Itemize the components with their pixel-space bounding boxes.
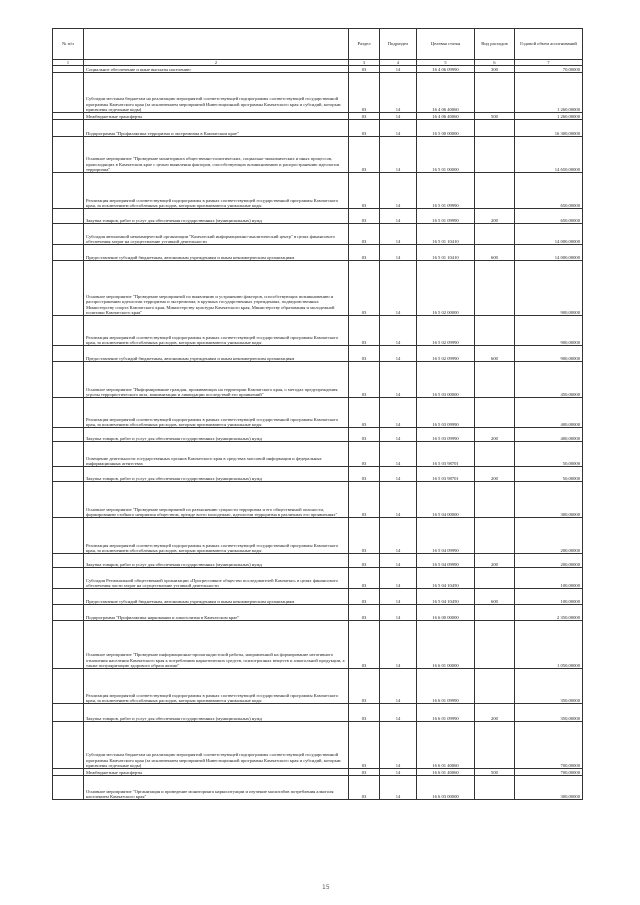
column-index: 4 xyxy=(380,60,417,66)
row-section: 03 xyxy=(349,776,380,800)
row-type: 300 xyxy=(475,66,515,73)
row-num xyxy=(53,362,84,398)
row-type: 600 xyxy=(475,245,515,261)
table-row xyxy=(53,669,583,704)
row-name: Предоставление субсидий бюджетным, автономным учреждениям и иным некоммерческим организациям xyxy=(84,589,349,605)
row-name: Межбюджетные трансферты xyxy=(84,113,349,120)
row-num xyxy=(53,209,84,224)
column-index: 5 xyxy=(417,60,475,66)
row-section: 03 xyxy=(349,467,380,482)
row-num xyxy=(53,245,84,261)
row-sum: 14 000,00000 xyxy=(515,245,583,261)
row-name: Межбюджетные трансферты xyxy=(84,769,349,776)
row-section: 03 xyxy=(349,769,380,776)
row-name: Субсидия автономной некоммерческой организации "Камчатский информационно-аналитический центр" в целях финансового обеспечения затрат на осуществление уставной деятельности xyxy=(84,224,349,245)
row-num xyxy=(53,316,84,346)
row-code: 16 5 01 10410 xyxy=(417,245,475,261)
row-num xyxy=(53,137,84,173)
row-type xyxy=(475,120,515,137)
row-subsection: 14 xyxy=(380,704,417,722)
table-row xyxy=(53,589,583,605)
row-section: 03 xyxy=(349,589,380,605)
row-subsection: 14 xyxy=(380,669,417,704)
row-type xyxy=(475,621,515,669)
row-subsection: 14 xyxy=(380,467,417,482)
row-sum: 70,00000 xyxy=(515,66,583,73)
row-name: Реализация мероприятий соответствующей подпрограммы в рамках соответствующей государственной программы Камчатского края, за исключением обособленных расходов, которым присваиваются уникальные коды xyxy=(84,669,349,704)
row-sum: 300,00000 xyxy=(515,482,583,518)
row-type xyxy=(475,568,515,589)
row-code: 16 5 01 10410 xyxy=(417,224,475,245)
row-section: 03 xyxy=(349,173,380,209)
row-type xyxy=(475,137,515,173)
row-subsection: 14 xyxy=(380,113,417,120)
row-num xyxy=(53,113,84,120)
row-sum: 1 260,00000 xyxy=(515,113,583,120)
row-code: 16 6 01 40060 xyxy=(417,722,475,769)
table-row xyxy=(53,605,583,621)
row-sum: 2 350,00000 xyxy=(515,605,583,621)
page-mark: 15 xyxy=(322,884,330,891)
row-sum: 300,00000 xyxy=(515,776,583,800)
row-sum: 700,00000 xyxy=(515,769,583,776)
table-row xyxy=(53,769,583,776)
row-type xyxy=(475,442,515,467)
row-section: 03 xyxy=(349,362,380,398)
row-name: Субсидии местным бюджетам на реализацию мероприятий соответствующей подпрограммы соответствующей государственной программы Камчатского края (за исключением мероприятий Инвестиционной программы Камчатского края и субсидий, которым присвоены отдельные коды) xyxy=(84,73,349,113)
row-code: 16 5 00 00000 xyxy=(417,120,475,137)
row-section: 03 xyxy=(349,346,380,362)
row-name: Основное мероприятие "Проведение мониторинга общественно-политических, социально-экономических и иных процессов, происходящих в Камчатском крае с целью выявления факторов, способствующих возникновению и распространению идеологии терроризма" xyxy=(84,137,349,173)
row-section: 03 xyxy=(349,704,380,722)
row-num xyxy=(53,568,84,589)
column-index: 7 xyxy=(515,60,583,66)
row-subsection: 14 xyxy=(380,722,417,769)
row-subsection: 14 xyxy=(380,224,417,245)
row-name: Закупка товаров, работ и услуг для обеспечения государственных (муниципальных) нужд xyxy=(84,428,349,442)
row-type xyxy=(475,669,515,704)
row-type: 500 xyxy=(475,769,515,776)
row-subsection: 14 xyxy=(380,518,417,554)
row-code: 16 5 04 10450 xyxy=(417,589,475,605)
row-sum: 400,00000 xyxy=(515,398,583,428)
row-code: 16 6 01 09990 xyxy=(417,704,475,722)
table-row xyxy=(53,209,583,224)
column-index: 1 xyxy=(53,60,84,66)
row-subsection: 14 xyxy=(380,398,417,428)
header-name xyxy=(84,29,349,60)
table-row xyxy=(53,137,583,173)
row-section: 03 xyxy=(349,398,380,428)
table-row xyxy=(53,568,583,589)
row-code: 16 5 03 09990 xyxy=(417,398,475,428)
row-code: 16 5 01 09990 xyxy=(417,173,475,209)
row-sum: 100,00000 xyxy=(515,589,583,605)
row-name: Подпрограмма "Профилактика терроризма и экстремизма в Камчатском крае" xyxy=(84,120,349,137)
row-code: 16 5 04 09990 xyxy=(417,518,475,554)
table-row xyxy=(53,554,583,568)
row-num xyxy=(53,173,84,209)
row-name: Субсидии местным бюджетам на реализацию мероприятий соответствующей подпрограммы соответствующей государственной программы Камчатского края (за исключением мероприятий Инвестиционной программы Камчатского края и субсидий, которым присвоены отдельные коды) xyxy=(84,722,349,769)
row-section: 03 xyxy=(349,120,380,137)
row-subsection: 14 xyxy=(380,769,417,776)
row-num xyxy=(53,66,84,73)
row-subsection: 14 xyxy=(380,73,417,113)
row-num xyxy=(53,605,84,621)
row-type: 500 xyxy=(475,113,515,120)
row-type xyxy=(475,482,515,518)
row-name: Реализация мероприятий соответствующей подпрограммы в рамках соответствующей государственной программы Камчатского края, за исключением обособленных расходов, которым присваиваются уникальные коды xyxy=(84,316,349,346)
row-sum: 900,00000 xyxy=(515,316,583,346)
row-sum: 14 650,00000 xyxy=(515,137,583,173)
row-num xyxy=(53,704,84,722)
row-name: Социальное обеспечение и иные выплаты населению xyxy=(84,66,349,73)
row-code: 16 5 01 00000 xyxy=(417,137,475,173)
row-section: 03 xyxy=(349,224,380,245)
row-num xyxy=(53,467,84,482)
header-type: Вид расходов xyxy=(475,29,515,60)
row-subsection: 14 xyxy=(380,261,417,316)
row-num xyxy=(53,482,84,518)
row-type xyxy=(475,776,515,800)
row-name: Закупка товаров, работ и услуг для обеспечения государственных (муниципальных) нужд xyxy=(84,209,349,224)
row-num xyxy=(53,776,84,800)
row-name: Основное мероприятие "Проведение мероприятий по разъяснению сущности терроризма и его общественной опасности, формированию стойкого неприятия обществом, прежде всего молодежью, идеологии терроризма в различных его проявлениях" xyxy=(84,482,349,518)
row-name: Основное мероприятие "Организация и проведение мониторинга наркоситуации и изучение масштабов потребления алкоголя населением Камчатского края" xyxy=(84,776,349,800)
row-subsection: 14 xyxy=(380,316,417,346)
row-num xyxy=(53,346,84,362)
row-sum: 700,00000 xyxy=(515,722,583,769)
row-code: 16 5 04 00000 xyxy=(417,482,475,518)
row-num xyxy=(53,428,84,442)
row-section: 03 xyxy=(349,568,380,589)
row-sum: 50,00000 xyxy=(515,442,583,467)
row-subsection: 14 xyxy=(380,66,417,73)
row-type xyxy=(475,73,515,113)
table-row xyxy=(53,66,583,73)
row-subsection: 14 xyxy=(380,173,417,209)
row-num xyxy=(53,722,84,769)
row-code: 16 5 03 98701 xyxy=(417,442,475,467)
row-subsection: 14 xyxy=(380,346,417,362)
row-name: Субсидия Региональной общественной организации «Прогрессивное общество последователей Камчатки» в целях финансового обеспечения части затрат на осуществление уставной деятельности xyxy=(84,568,349,589)
table-row xyxy=(53,316,583,346)
row-sum: 400,00000 xyxy=(515,428,583,442)
row-type: 200 xyxy=(475,209,515,224)
table-row xyxy=(53,224,583,245)
row-section: 03 xyxy=(349,518,380,554)
row-section: 03 xyxy=(349,316,380,346)
table-row xyxy=(53,442,583,467)
row-section: 03 xyxy=(349,428,380,442)
row-name: Предоставление субсидий бюджетным, автономным учреждениям и иным некоммерческим организациям xyxy=(84,245,349,261)
row-section: 03 xyxy=(349,621,380,669)
row-type: 600 xyxy=(475,589,515,605)
row-sum: 100,00000 xyxy=(515,568,583,589)
row-type xyxy=(475,722,515,769)
table-row xyxy=(53,398,583,428)
row-sum: 1 260,00000 xyxy=(515,73,583,113)
row-sum: 650,00000 xyxy=(515,173,583,209)
row-num xyxy=(53,589,84,605)
row-sum: 900,00000 xyxy=(515,346,583,362)
row-type: 200 xyxy=(475,467,515,482)
row-sum: 14 000,00000 xyxy=(515,224,583,245)
row-sum: 350,00000 xyxy=(515,704,583,722)
row-num xyxy=(53,224,84,245)
row-code: 16 5 02 09990 xyxy=(417,346,475,362)
header-row xyxy=(53,29,583,60)
table-row xyxy=(53,428,583,442)
row-name: Закупка товаров, работ и услуг для обеспечения государственных (муниципальных) нужд xyxy=(84,704,349,722)
row-section: 03 xyxy=(349,245,380,261)
row-section: 03 xyxy=(349,554,380,568)
row-num xyxy=(53,621,84,669)
table-row xyxy=(53,73,583,113)
row-sum: 16 300,00000 xyxy=(515,120,583,137)
row-sum: 200,00000 xyxy=(515,518,583,554)
row-section: 03 xyxy=(349,442,380,467)
column-index: 6 xyxy=(475,60,515,66)
row-name: Основное мероприятие "Проведение мероприятий по выявлению и устранению факторов, способствующих возникновению и распространению идеологии терроризма и экстремизма, в крупных государственных учреждениях, подведомственных Министерству спорта Камчатского края, Министерству культуры Камчатского края, Министерству образования и молодежной политики Камчатского края" xyxy=(84,261,349,316)
row-section: 03 xyxy=(349,209,380,224)
row-section: 03 xyxy=(349,482,380,518)
row-section: 03 xyxy=(349,605,380,621)
row-name: Основное мероприятие "Проведение информационно-пропагандистской работы, направленной на формирование негативного отношения населения Камчатского края к потреблению наркотических средств, психотропных веществ и алкогольной продукции, а также популяризацию здорового образа жизни" xyxy=(84,621,349,669)
row-code: 16 6 00 00000 xyxy=(417,605,475,621)
row-subsection: 14 xyxy=(380,482,417,518)
row-num xyxy=(53,518,84,554)
header-code: Целевая статья xyxy=(417,29,475,60)
row-type xyxy=(475,362,515,398)
row-sum: 450,00000 xyxy=(515,362,583,398)
row-name: Реализация мероприятий соответствующей подпрограммы в рамках соответствующей государственной программы Камчатского края, за исключением обособленных расходов, которым присваиваются уникальные коды xyxy=(84,518,349,554)
row-section: 03 xyxy=(349,669,380,704)
row-num xyxy=(53,73,84,113)
row-subsection: 14 xyxy=(380,568,417,589)
column-index: 2 xyxy=(84,60,349,66)
row-subsection: 14 xyxy=(380,589,417,605)
table-row xyxy=(53,482,583,518)
table-row xyxy=(53,346,583,362)
row-code: 16 5 03 00000 xyxy=(417,362,475,398)
row-section: 03 xyxy=(349,261,380,316)
row-subsection: 14 xyxy=(380,442,417,467)
row-code: 16 5 01 09990 xyxy=(417,209,475,224)
row-type xyxy=(475,261,515,316)
row-code: 16 6 03 00000 xyxy=(417,776,475,800)
row-name: Основное мероприятие "Информирование граждан, проживающих на территории Камчатского края, о методах предупреждения угрозы террористического акта, минимизации и ликвидации последствий его проявлений" xyxy=(84,362,349,398)
row-name: Реализация мероприятий соответствующей подпрограммы в рамках соответствующей государственной программы Камчатского края, за исключением обособленных расходов, которым присваиваются уникальные коды xyxy=(84,173,349,209)
table-row xyxy=(53,704,583,722)
row-type xyxy=(475,224,515,245)
table-row xyxy=(53,261,583,316)
row-num xyxy=(53,120,84,137)
row-type: 200 xyxy=(475,428,515,442)
row-num xyxy=(53,261,84,316)
row-num xyxy=(53,442,84,467)
row-type xyxy=(475,605,515,621)
row-subsection: 14 xyxy=(380,137,417,173)
row-subsection: 14 xyxy=(380,120,417,137)
table-row xyxy=(53,362,583,398)
row-subsection: 14 xyxy=(380,428,417,442)
row-subsection: 14 xyxy=(380,245,417,261)
row-subsection: 14 xyxy=(380,209,417,224)
row-name: Закупка товаров, работ и услуг для обеспечения государственных (муниципальных) нужд xyxy=(84,467,349,482)
row-num xyxy=(53,769,84,776)
row-section: 03 xyxy=(349,73,380,113)
row-name: Освещение деятельности государственных органов Камчатского края в средствах массовой информации и федеральных информационных агентствах xyxy=(84,442,349,467)
row-code: 16 4 06 40060 xyxy=(417,113,475,120)
row-code: 16 4 06 40060 xyxy=(417,73,475,113)
row-code: 16 5 03 09990 xyxy=(417,428,475,442)
header-num: № п/п xyxy=(53,29,84,60)
row-sum: 50,00000 xyxy=(515,467,583,482)
table-row xyxy=(53,173,583,209)
row-code: 16 6 01 09990 xyxy=(417,669,475,704)
row-num xyxy=(53,554,84,568)
row-sum: 350,00000 xyxy=(515,669,583,704)
row-code: 16 5 02 09990 xyxy=(417,316,475,346)
row-subsection: 14 xyxy=(380,605,417,621)
row-type xyxy=(475,316,515,346)
budget-table xyxy=(52,28,583,800)
row-name: Подпрограмма "Профилактика наркомании и алкоголизма в Камчатском крае" xyxy=(84,605,349,621)
row-type: 200 xyxy=(475,554,515,568)
row-code: 16 6 01 00000 xyxy=(417,621,475,669)
row-num xyxy=(53,669,84,704)
row-code: 16 5 03 98701 xyxy=(417,467,475,482)
budget-table-sheet xyxy=(52,28,582,800)
table-row xyxy=(53,518,583,554)
row-section: 03 xyxy=(349,113,380,120)
row-subsection: 14 xyxy=(380,621,417,669)
row-type: 600 xyxy=(475,346,515,362)
row-type xyxy=(475,173,515,209)
row-code: 16 4 06 09990 xyxy=(417,66,475,73)
table-body xyxy=(53,66,583,800)
row-type xyxy=(475,398,515,428)
row-section: 03 xyxy=(349,66,380,73)
header-subsection: Подраздел xyxy=(380,29,417,60)
row-name: Предоставление субсидий бюджетным, автономным учреждениям и иным некоммерческим организациям xyxy=(84,346,349,362)
row-section: 03 xyxy=(349,722,380,769)
row-type xyxy=(475,518,515,554)
table-row xyxy=(53,245,583,261)
header-section: Раздел xyxy=(349,29,380,60)
table-row xyxy=(53,722,583,769)
table-row xyxy=(53,113,583,120)
row-num xyxy=(53,398,84,428)
table-row xyxy=(53,120,583,137)
row-code: 16 5 04 10450 xyxy=(417,568,475,589)
row-type: 200 xyxy=(475,704,515,722)
row-code: 16 5 04 09990 xyxy=(417,554,475,568)
column-index: 3 xyxy=(349,60,380,66)
table-row xyxy=(53,776,583,800)
table-row xyxy=(53,621,583,669)
row-sum: 900,00000 xyxy=(515,261,583,316)
row-name: Закупка товаров, работ и услуг для обеспечения государственных (муниципальных) нужд xyxy=(84,554,349,568)
row-subsection: 14 xyxy=(380,362,417,398)
header-sum: Годовой объем ассигнований xyxy=(515,29,583,60)
row-sum: 1 050,00000 xyxy=(515,621,583,669)
row-subsection: 14 xyxy=(380,776,417,800)
row-code: 16 5 02 00000 xyxy=(417,261,475,316)
table-row xyxy=(53,467,583,482)
row-sum: 200,00000 xyxy=(515,554,583,568)
row-name: Реализация мероприятий соответствующей подпрограммы в рамках соответствующей государственной программы Камчатского края, за исключением обособленных расходов, которым присваиваются уникальные коды xyxy=(84,398,349,428)
row-code: 16 6 01 40060 xyxy=(417,769,475,776)
row-sum: 650,00000 xyxy=(515,209,583,224)
row-subsection: 14 xyxy=(380,554,417,568)
row-section: 03 xyxy=(349,137,380,173)
